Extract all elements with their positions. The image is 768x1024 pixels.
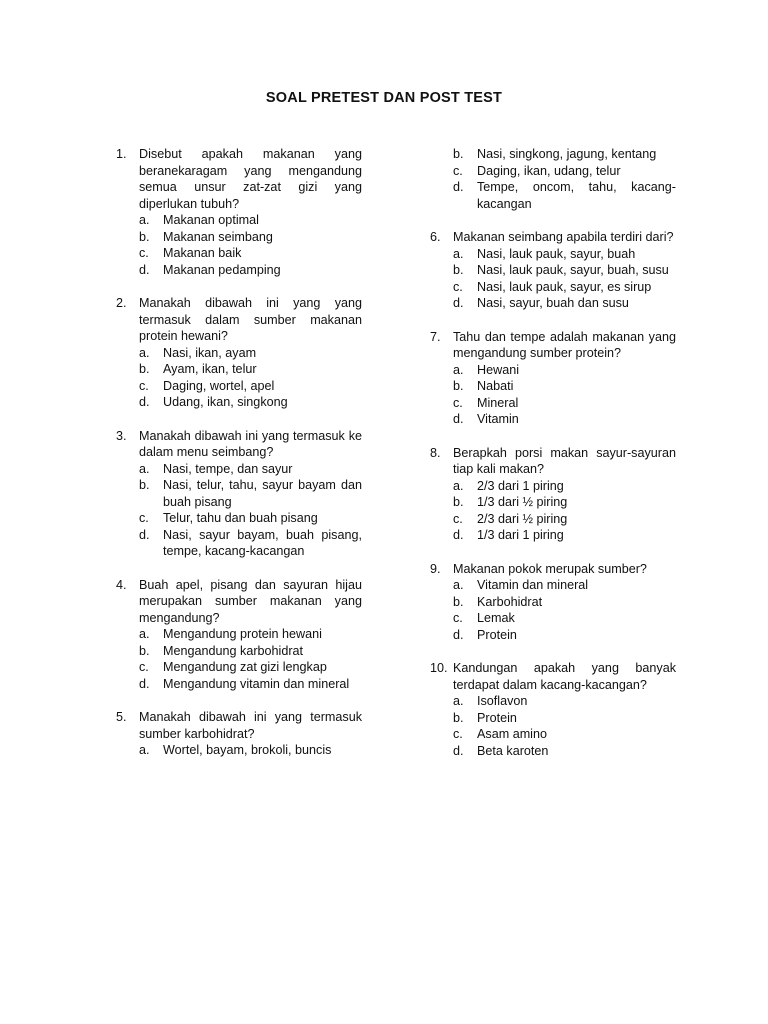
- option-text: Nasi, singkong, jagung, kentang: [477, 147, 657, 161]
- question-item: [116, 709, 362, 759]
- answer-option: [430, 511, 676, 528]
- question-item: [116, 577, 362, 693]
- answer-option: [430, 693, 676, 710]
- option-text: Mengandung zat gizi lengkap: [163, 660, 327, 674]
- option-letter: d.: [139, 262, 150, 277]
- answer-option: [430, 279, 676, 296]
- answer-option: [430, 378, 676, 395]
- option-text: Karbohidrat: [477, 594, 543, 609]
- question-text: Makanan seimbang apabila terdiri dari?: [453, 230, 674, 244]
- option-letter: a.: [453, 578, 464, 592]
- option-letter: c.: [139, 378, 149, 393]
- question-header: [430, 329, 676, 362]
- option-text: Asam amino: [477, 727, 547, 741]
- option-text: Mengandung karbohidrat: [163, 643, 304, 658]
- page-title: SOAL PRETEST DAN POST TEST: [265, 90, 503, 106]
- question-item: [430, 445, 676, 544]
- option-letter: b.: [139, 229, 150, 244]
- answer-option: [116, 742, 362, 759]
- question-text: Disebut apakah makanan yang beranekaragam yang mengandung semua unsur zat-zat gizi yang diperlukan tubuh?: [139, 147, 362, 211]
- question-text: Manakah dibawah ini yang yang termasuk dalam sumber makanan protein hewani?: [139, 296, 362, 343]
- answer-option: [430, 627, 676, 644]
- question-header: [430, 229, 676, 246]
- option-letter: b.: [139, 478, 150, 492]
- option-letter: c.: [453, 279, 463, 294]
- option-letter: c.: [453, 395, 463, 410]
- answer-option: [116, 378, 362, 395]
- question-text: Tahu dan tempe adalah makanan yang mengandung sumber protein?: [453, 329, 676, 360]
- question-text: Kandungan apakah yang banyak terdapat dalam kacang-kacangan?: [453, 661, 676, 692]
- option-letter: a.: [139, 213, 150, 227]
- option-letter: d.: [139, 395, 150, 409]
- question-number: 5.: [116, 710, 127, 724]
- option-letter: d.: [453, 743, 464, 758]
- question-text: Buah apel, pisang dan sayuran hijau merupakan sumber makanan yang mengandung?: [139, 577, 362, 625]
- question-number: 2.: [116, 296, 127, 310]
- question-item: [116, 295, 362, 411]
- option-letter: d.: [139, 527, 150, 542]
- option-text: Nasi, sayur bayam, buah pisang, tempe, kacang-kacangan: [163, 527, 362, 558]
- answer-option: [116, 643, 362, 660]
- answer-option: [116, 245, 362, 262]
- option-text: Lemak: [477, 611, 515, 625]
- option-text: Tempe, oncom, tahu, kacang-kacangan: [477, 180, 676, 211]
- option-text: Nasi, telur, tahu, sayur bayam dan buah pisang: [163, 478, 362, 509]
- option-text: Nasi, lauk pauk, sayur, buah: [477, 246, 636, 261]
- answer-option: [116, 461, 362, 478]
- right-column: [430, 146, 676, 776]
- option-text: Beta karoten: [477, 743, 549, 758]
- option-letter: a.: [453, 362, 464, 377]
- option-text: Makanan baik: [163, 246, 242, 260]
- option-letter: b.: [453, 263, 464, 277]
- answer-option: [430, 710, 676, 727]
- question-header: [116, 709, 362, 742]
- option-letter: a.: [453, 478, 464, 493]
- option-letter: b.: [453, 379, 464, 393]
- option-letter: c.: [453, 727, 463, 741]
- option-text: Makanan pedamping: [163, 262, 281, 277]
- option-text: Nasi, lauk pauk, sayur, buah, susu: [477, 263, 669, 277]
- option-letter: a.: [139, 461, 150, 476]
- option-letter: a.: [453, 694, 464, 708]
- question-5-continued: [430, 146, 676, 212]
- option-letter: c.: [453, 611, 463, 625]
- question-number: 6.: [430, 230, 441, 244]
- answer-option: [430, 594, 676, 611]
- option-letter: b.: [453, 710, 464, 725]
- option-text: Nasi, sayur, buah dan susu: [477, 296, 629, 310]
- option-text: Telur, tahu dan buah pisang: [163, 511, 318, 525]
- question-text: Makanan pokok merupak sumber?: [453, 561, 647, 576]
- option-letter: b.: [139, 362, 150, 376]
- option-text: Vitamin dan mineral: [477, 578, 589, 592]
- option-text: Daging, wortel, apel: [163, 378, 275, 393]
- answer-option: [116, 659, 362, 676]
- option-text: Protein: [477, 627, 517, 642]
- option-letter: b.: [453, 594, 464, 609]
- answer-option: [430, 610, 676, 627]
- option-text: Nabati: [477, 379, 514, 393]
- question-text: Berapkah porsi makan sayur-sayuran tiap kali makan?: [453, 445, 676, 476]
- question-header: [116, 295, 362, 345]
- option-text: Mengandung protein hewani: [163, 627, 322, 641]
- option-text: 1/3 dari ½ piring: [477, 495, 568, 509]
- left-column: [116, 146, 362, 776]
- question-item: [430, 329, 676, 428]
- option-text: Hewani: [477, 362, 519, 377]
- answer-option: [430, 163, 676, 180]
- option-letter: d.: [453, 412, 464, 426]
- option-text: Makanan seimbang: [163, 229, 273, 244]
- option-text: 2/3 dari 1 piring: [477, 478, 564, 493]
- option-letter: d.: [453, 296, 464, 310]
- question-number: 9.: [430, 561, 441, 576]
- option-letter: b.: [139, 643, 150, 658]
- option-text: Protein: [477, 710, 517, 725]
- answer-option: [430, 527, 676, 544]
- question-header: [116, 577, 362, 627]
- question-number: 4.: [116, 577, 127, 592]
- option-letter: d.: [453, 180, 464, 194]
- question-header: [116, 146, 362, 212]
- answer-option: [116, 345, 362, 362]
- option-text: Mengandung vitamin dan mineral: [163, 676, 350, 691]
- option-text: 1/3 dari 1 piring: [477, 528, 564, 542]
- option-letter: d.: [453, 627, 464, 642]
- answer-option: [430, 295, 676, 312]
- answer-option: [430, 411, 676, 428]
- answer-option: [116, 676, 362, 693]
- option-letter: a.: [139, 627, 150, 641]
- option-text: Nasi, lauk pauk, sayur, es sirup: [477, 279, 652, 294]
- question-header: [430, 660, 676, 693]
- question-item: [430, 229, 676, 312]
- question-number: 8.: [430, 445, 441, 460]
- answer-option: [430, 726, 676, 743]
- answer-option: [430, 478, 676, 495]
- question-number: 3.: [116, 428, 127, 443]
- question-item: [116, 146, 362, 278]
- answer-option: [116, 394, 362, 411]
- answer-option: [116, 229, 362, 246]
- question-item: [430, 561, 676, 644]
- question-header: [430, 445, 676, 478]
- question-text: Manakah dibawah ini yang termasuk sumber karbohidrat?: [139, 710, 362, 741]
- question-item: [430, 660, 676, 759]
- answer-option: [430, 395, 676, 412]
- option-letter: a.: [139, 345, 150, 360]
- option-text: Ayam, ikan, telur: [163, 362, 257, 376]
- answer-option: [116, 477, 362, 510]
- option-letter: c.: [453, 511, 463, 526]
- option-text: Udang, ikan, singkong: [163, 395, 288, 409]
- answer-option: [430, 577, 676, 594]
- option-text: Nasi, ikan, ayam: [163, 345, 257, 360]
- question-item: [116, 428, 362, 560]
- answer-option: [430, 743, 676, 760]
- answer-option: [116, 527, 362, 560]
- answer-option: [430, 362, 676, 379]
- answer-option: [116, 626, 362, 643]
- answer-option: [116, 262, 362, 279]
- answer-option: [116, 510, 362, 527]
- answer-option: [430, 494, 676, 511]
- option-letter: d.: [139, 676, 150, 691]
- answer-option: [430, 246, 676, 263]
- option-letter: a.: [139, 743, 150, 757]
- answer-option: [430, 262, 676, 279]
- option-text: Daging, ikan, udang, telur: [477, 163, 621, 178]
- question-number: 10.: [430, 661, 448, 675]
- option-letter: d.: [453, 528, 464, 542]
- question-header: [430, 561, 676, 578]
- option-letter: c.: [139, 511, 149, 525]
- answer-option: [116, 361, 362, 378]
- answer-option: [116, 212, 362, 229]
- question-number: 7.: [430, 329, 441, 344]
- question-header: [116, 428, 362, 461]
- option-text: Mineral: [477, 395, 519, 410]
- answer-option: [430, 146, 676, 163]
- question-text: Manakah dibawah ini yang termasuk ke dalam menu seimbang?: [139, 428, 362, 459]
- option-letter: c.: [453, 163, 463, 178]
- option-letter: c.: [139, 246, 149, 260]
- option-text: Nasi, tempe, dan sayur: [163, 461, 293, 476]
- option-text: 2/3 dari ½ piring: [477, 511, 568, 526]
- answer-option: [430, 179, 676, 212]
- option-letter: a.: [453, 246, 464, 261]
- option-letter: c.: [139, 660, 149, 674]
- question-number: 1.: [116, 147, 127, 161]
- option-text: Isoflavon: [477, 694, 528, 708]
- option-letter: b.: [453, 147, 464, 161]
- option-text: Makanan optimal: [163, 213, 259, 227]
- option-text: Vitamin: [477, 412, 519, 426]
- option-text: Wortel, bayam, brokoli, buncis: [163, 743, 332, 757]
- option-letter: b.: [453, 495, 464, 509]
